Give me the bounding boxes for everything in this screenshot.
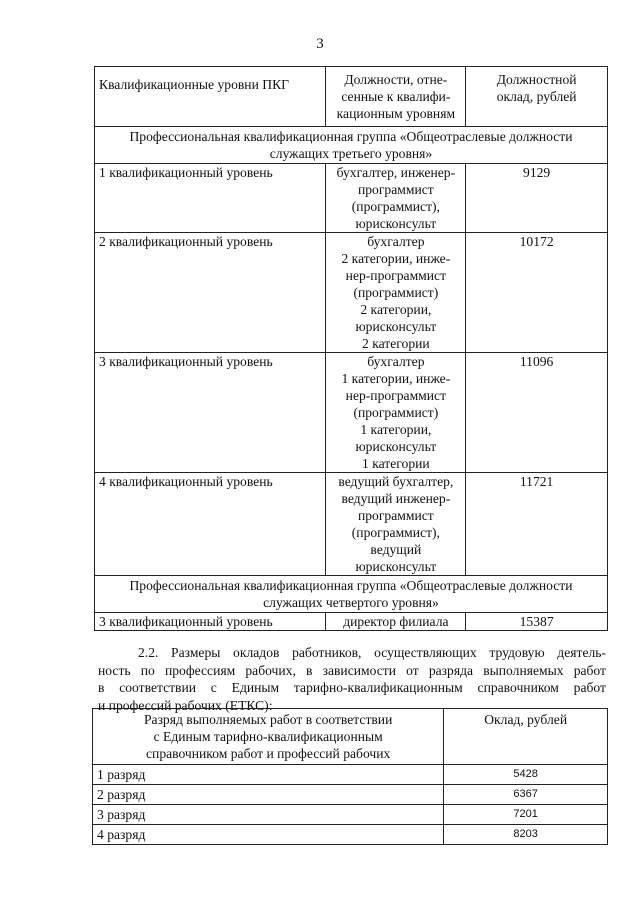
positions-cell: бухгалтер 2 категории, инже- нер-программист (программист) 2 категории, юрисконсульт 2 категории bbox=[326, 233, 466, 353]
grade-cell: 1 разряд bbox=[93, 765, 444, 785]
table-header-row bbox=[93, 709, 608, 765]
paragraph-2-2: 2.2. Размеры окладов работников, осуществляющих трудовую деятель- ность по профессиям рабочих, в зависимости от разряда выполняемых работ в соответствии с Единым тарифно-квалификационным справочником работ и профессий рабочих (ЕТКС): bbox=[98, 645, 606, 713]
salary-cell: 9129 bbox=[466, 164, 608, 233]
salary-cell: 10172 bbox=[466, 233, 608, 353]
table-row bbox=[95, 473, 608, 576]
salary-cell: 11721 bbox=[466, 473, 608, 576]
level-cell: 2 квалификационный уровень bbox=[95, 233, 326, 353]
table-row bbox=[95, 164, 608, 233]
salary-cell: 8203 bbox=[444, 825, 608, 845]
salary-cell: 15387 bbox=[466, 613, 608, 631]
level-cell: 3 квалификационный уровень bbox=[95, 353, 326, 473]
positions-cell: директор филиала bbox=[326, 613, 466, 631]
group-title: Профессиональная квалификационная группа «Общеотраслевые должности служащих третьего уровня» bbox=[95, 127, 608, 164]
table-row bbox=[95, 233, 608, 353]
header-salary: Должностной оклад, рублей bbox=[466, 67, 608, 127]
group-row-third-level bbox=[95, 127, 608, 164]
table-row bbox=[93, 825, 608, 845]
group-title: Профессиональная квалификационная группа «Общеотраслевые должности служащих четвертого уровня» bbox=[95, 576, 608, 613]
header-salary: Оклад, рублей bbox=[444, 709, 608, 765]
level-cell: 4 квалификационный уровень bbox=[95, 473, 326, 576]
header-positions: Должности, отне- сенные к квалифи- кационным уровням bbox=[326, 67, 466, 127]
salary-table-workers bbox=[92, 708, 608, 845]
grade-cell: 2 разряд bbox=[93, 785, 444, 805]
page-number: 3 bbox=[316, 36, 324, 52]
table-row bbox=[95, 353, 608, 473]
grade-cell: 4 разряд bbox=[93, 825, 444, 845]
table-row bbox=[93, 805, 608, 825]
salary-cell: 5428 bbox=[444, 765, 608, 785]
level-cell: 1 квалификационный уровень bbox=[95, 164, 326, 233]
table-row bbox=[95, 613, 608, 631]
salary-cell: 6367 bbox=[444, 785, 608, 805]
group-row-fourth-level bbox=[95, 576, 608, 613]
table-row bbox=[93, 765, 608, 785]
header-level: Квалификационные уровни ПКГ bbox=[95, 67, 326, 127]
positions-cell: бухгалтер, инженер- программист (программист), юрисконсульт bbox=[326, 164, 466, 233]
salary-table-positions bbox=[94, 66, 608, 631]
table-header-row bbox=[95, 67, 608, 127]
positions-cell: ведущий бухгалтер, ведущий инженер- программист (программист), ведущий юрисконсульт bbox=[326, 473, 466, 576]
level-cell: 3 квалификационный уровень bbox=[95, 613, 326, 631]
header-grade: Разряд выполняемых работ в соответствии с Единым тарифно-квалификационным справочником работ и профессий рабочих bbox=[93, 709, 444, 765]
table-row bbox=[93, 785, 608, 805]
salary-cell: 7201 bbox=[444, 805, 608, 825]
salary-cell: 11096 bbox=[466, 353, 608, 473]
positions-cell: бухгалтер 1 категории, инже- нер-программист (программист) 1 категории, юрисконсульт 1 категории bbox=[326, 353, 466, 473]
grade-cell: 3 разряд bbox=[93, 805, 444, 825]
